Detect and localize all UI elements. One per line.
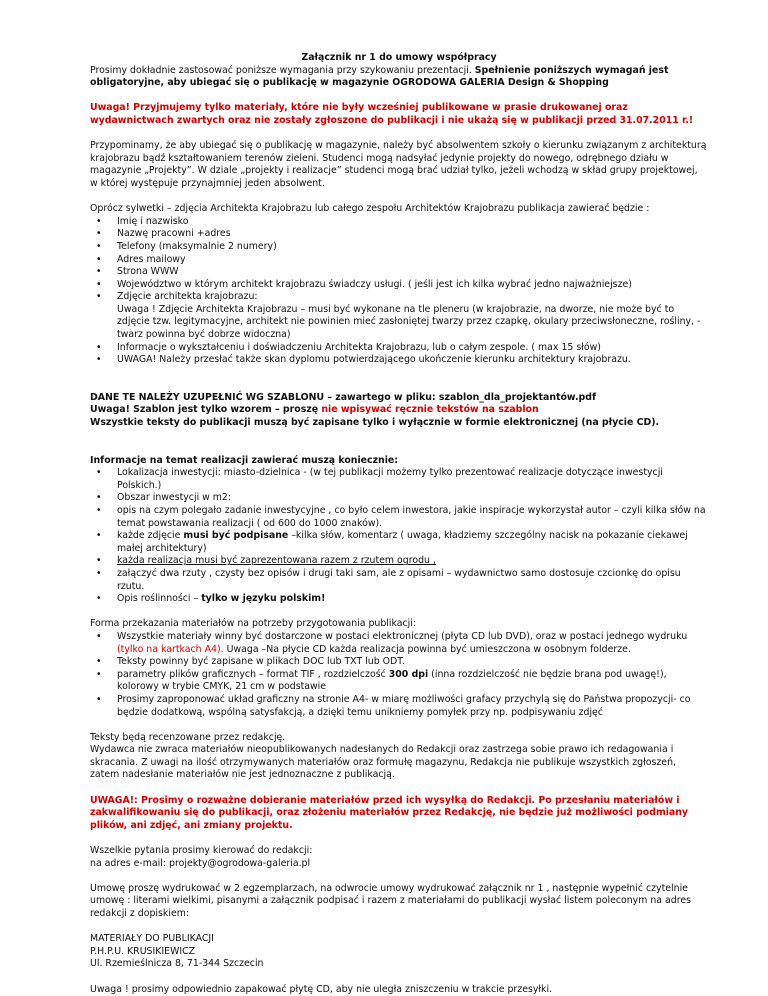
form-heading: Forma przekazania materiałów na potrzeby przygotowania publikacji: [90,618,417,630]
address-line-2: P.H.P.U. KRUSIKIEWICZ [90,945,196,957]
list-item-plants [90,593,708,606]
photo-caption-pre: każde zdjęcie [117,530,184,542]
list-item-plan: • każda realizacja musi być zaprezentowana razem z rzutem ogrodu , [90,555,708,568]
contact-section [90,845,708,870]
photo-item-title: • Zdjęcie architekta krajobrazu: [117,291,258,303]
list-item [90,631,708,656]
list-item-photo [90,291,708,341]
plants-bold: tylko w języku polskim! [201,593,326,605]
realization-section [90,455,708,606]
contact-line-1: Wszelkie pytania prosimy kierować do redakcji: [90,845,313,857]
intro-text: Prosimy dokładnie zastosować poniższe wymagania przy szykowaniu prezentacji. [90,64,475,76]
photo-caption-post: –kilka słów, komentarz ( uwaga, kładziemy szczególny nacisk na pokazanie ciekawej małej architektury) [117,530,688,554]
list-item [90,669,708,694]
agreement-paragraph: Umowę proszę wydrukować w 2 egzemplarzach, na odwrocie umowy wydrukować załącznik nr 1 , następnie wypełnić czytelnie umowę : literami wielkimi, pisanymi a załącznik podpisać i razem z materiałami do publikacji wysłać listem poleconym na adres redakcji z dopiskiem: [90,882,692,919]
plants-pre: Opis roślinności – [117,593,202,605]
form-item3-post: (inna rozdzielczość nie będzie brana pod uwagę!), kolorowy w trybie CMYK, 21 cm w podstawie [117,668,667,693]
list-item: • Telefony (maksymalnie 2 numery) [90,241,708,254]
list-item: • Informacje o wykształceniu i doświadczeniu Architekta Krajobrazu, lub o całym zespole. ( max 15 słów) [90,342,708,355]
list-item: • Województwo w którym architekt krajobrazu świadczy usługi. ( jeśli jest ich kilka wybrać jedno najważniejsze) [90,279,708,292]
intro-paragraph [90,65,708,90]
list-item: • Strona WWW [90,266,708,279]
form-section [90,618,708,719]
template-section [90,392,708,430]
final-note: Uwaga ! prosimy odpowiednio zapakować płytę CD, aby nie uległa zniszczeniu w trakcie przesyłki. [90,983,553,995]
list-item: • Obszar inwestycji w m2: [90,492,708,505]
realization-list [90,467,708,606]
contact-email: na adres e-mail: projekty@ogrodowa-galeria.pl [90,857,311,869]
template-warning-red: nie wpisywać ręcznie tekstów na szablon [321,404,539,416]
realization-heading: Informacje na temat realizacji zawierać muszą koniecznie: [90,454,399,466]
intro-bold-text: Spełnienie poniższych wymagań jest obligatoryjne, aby ubiegać się o publikację w magazynie OGRODOWA GALERIA Design & Shopping [90,64,669,89]
warning-unpublished: Uwaga! Przyjmujemy tylko materiały, które nie były wcześniej publikowane w prasie drukowanej oraz wydawnictwach zwartych oraz nie zostały zgłoszone do publikacji i nie ukażą się w publikacji przed 31.07.2011 r.! [90,102,694,126]
address-line-1: MATERIAŁY DO PUBLIKACJI [90,933,214,945]
form-list [90,631,708,719]
template-line-2 [90,404,708,417]
list-item: • opis na czym polegało zadanie inwestycyjne , co było celem inwestora, jakie inspiracje wykorzystał autor – czyli kilka słów na temat powstawania realizacji ( od 600 do 1000 znaków). [90,505,708,530]
photo-caption-bold: musi być podpisane [183,530,289,542]
template-line-3: Wszystkie teksty do publikacji muszą być zapisane tylko i wyłącznie w formie elektronicznej (na płycie CD). [90,417,660,429]
photo-item-note: Uwaga ! Zdjęcie Architekta Krajobrazu – musi być wykonane na tle pleneru (w krajobrazie, na dworze, nie może być to zdjęcie tzw. legitymacyjne, architekt nie powinien mieć zasłoniętej twarzy przez czapkę, okulary przeciwsłoneczne, rośliny, - twarz powinna być dobrze widoczna) [117,303,701,341]
list-item: • UWAGA! Należy przesłać także skan dyplomu potwierdzającego ukończenie kierunku architektury krajobrazu. [90,354,708,367]
form-item1-pre: Wszystkie materiały winny być dostarczone w postaci elektronicznej (płyta CD lub DVD), oraz w postaci jednego wydruku [117,630,688,642]
list-item: • Prosimy zaproponować układ graficzny na stronie A4- w miarę możliwości grafacy przychylą się do Państwa propozycji- co będzie dodatkową, wspólną satysfakcją, a dzięki temu unikniemy pomyłek przy np. podpisywaniu zdjęć [90,694,708,719]
list-item: • Teksty powinny być zapisane w plikach DOC lub TXT lub ODT. [90,656,708,669]
publication-list [90,216,708,367]
template-warning-text: Uwaga! Szablon jest tylko wzorem – proszę [90,404,322,416]
form-item3-pre: parametry plików graficznych – format TIF , rozdzielczość [117,668,389,680]
document-title: Załącznik nr 1 do umowy współpracy [301,52,497,63]
list-item-views: • załączyć dwa rzuty , czysty bez opisów i drugi taki sam, ale z opisami – wydawnictwo samo dostosuje czcionkę do opisu rzutu. [90,568,708,593]
template-line-1: DANE TE NALEŻY UZUPEŁNIĆ WG SZABLONU – zawartego w pliku: szablon_dla_projektantów.pdf [90,391,597,403]
address-line-3: Ul. Rzemieślnicza 8, 71-344 Szczecin [90,958,264,970]
list-item: • Imię i nazwisko [90,216,708,229]
review-line-2: Wydawca nie zwraca materiałów nieopublikowanych nadesłanych do Redakcji oraz zastrzega sobie prawo ich redagowania i skracania. Z uwagi na ilość otrzymywanych materiałów oraz formułę magazynu, Redakcja nie publikuje wszystkich zgłoszeń, zatem nadesłanie materiałów nie jest jednoznaczne z publikacją. [90,744,676,781]
list-item: • Nazwę pracowni +adres [90,228,708,241]
list-item: • Lokalizacja inwestycji: miasto-dzielnica - (w tej publikacji możemy tylko prezentować realizacje dotyczące inwestycji Polskich.) [90,467,708,492]
address-block [90,933,708,971]
publication-intro: Oprócz sylwetki – zdjęcia Architekta Krajobrazu lub całego zespołu Architektów Krajobrazu publikacja zawierać będzie : [90,203,650,215]
form-item1-red: (tylko na kartkach A4). [117,643,224,655]
review-section [90,732,708,782]
form-item3-bold: 300 dpi [388,668,429,680]
form-item1-post: Uwaga –Na płycie CD każda realizacja powinna być umieszczona w osobnym folderze. [223,643,631,655]
warning-final-materials: UWAGA!: Prosimy o rozważne dobieranie materiałów przed ich wysyłką do Redakcji. Po przesłaniu materiałów i zakwalifikowaniu się do publikacji, oraz złożeniu materiałów przez Redakcję, nie będzie już możliwości podmiany plików, ani zdjęć, ani zmiany projektu. [90,794,689,831]
list-item: • Adres mailowy [90,254,708,267]
review-line-1: Teksty będą recenzowane przez redakcję. [90,731,286,743]
reminder-paragraph: Przypominamy, że aby ubiegać się o publikację w magazynie, należy być absolwentem szkoły o kierunku związanym z architekturą krajobrazu bądź kształtowaniem terenów zieleni. Studenci mogą nadsyłać jedynie projekty do nowego, odrębnego działu w magazynie „Projekty”. W dziale „projekty i realizacje” studenci mogą brać udział tylko, jeżeli wchodzą w skład grupy projektowej, w której występuje przynajmniej jeden absolwent. [90,140,707,189]
list-item-photo-caption [90,530,708,555]
